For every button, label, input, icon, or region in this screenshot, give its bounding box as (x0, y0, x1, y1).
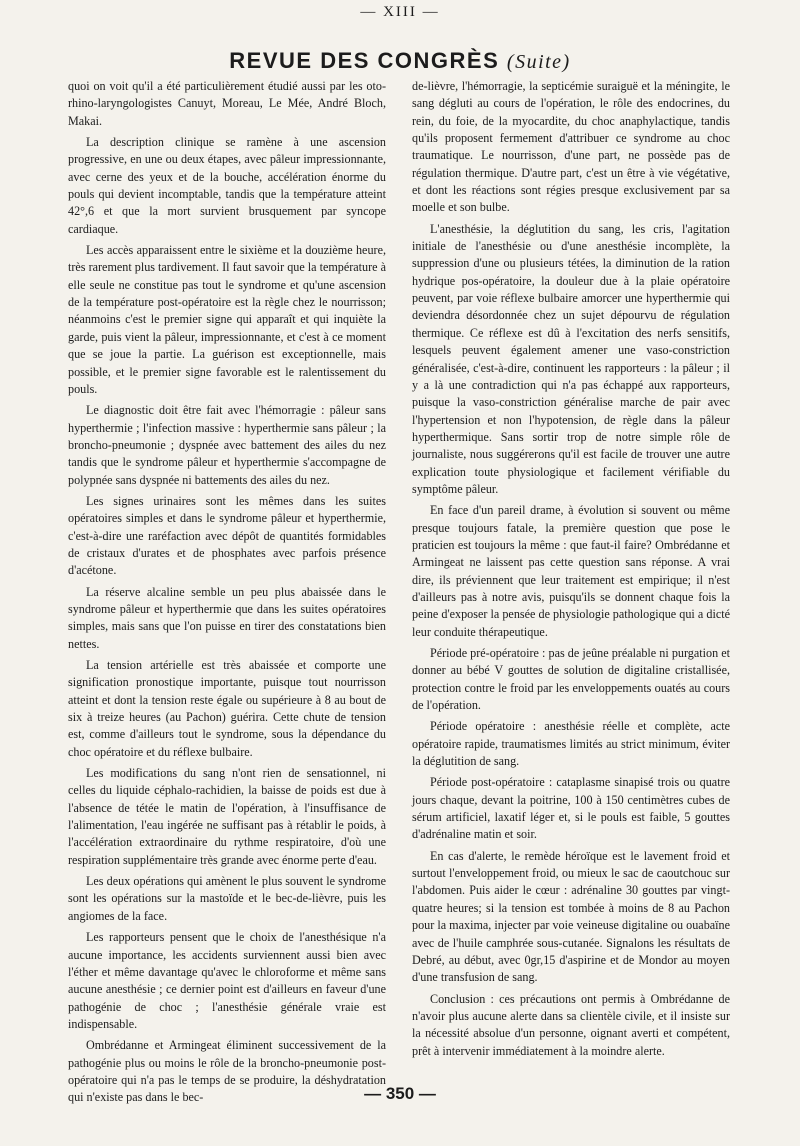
paragraph: La tension artérielle est très abaissée et comporte une signification pronostique importante, puisque tout nourrisson atteint et dont la tension reste égale ou supérieure à 8 au bout de six à treize heures (au Pachon) guérira. Cette chute de tension est, comme d'ailleurs tout le syndrome, sous la dépendance du choc opératoire et du réflexe bulbaire. (68, 658, 386, 759)
paragraph: Ombrédanne et Armingeat éliminent successivement de la pathogénie plus ou moins le rôle de la broncho-pneumonie post-opératoire qui n'a pas le temps de se produire, la déshydratation qui n'existe pas dans le bec- (68, 1038, 386, 1105)
paragraph: Le diagnostic doit être fait avec l'hémorragie : pâleur sans hyperthermie ; l'infection massive : hyperthermie sans pâleur ; la broncho-pneumonie ; dyspnée avec battement des ailes du nez tandis que le syndrome pâleur et hyperthermie s'accompagne de polypnée sans dyspnée ni battements des ailes du nez. (68, 403, 386, 487)
left-column (68, 78, 386, 1107)
paragraph: Conclusion : ces précautions ont permis à Ombrédanne de n'avoir plus aucune alerte dans sa clientèle civile, et il insiste sur la nécessité absolue d'un personne, oignant averti et compétent, prêt à intervenir immédiatement à la moindre alerte. (412, 991, 730, 1058)
paragraph: quoi on voit qu'il a été particulièrement étudié aussi par les oto-rhino-laryngologistes Canuyt, Moreau, Le Mée, André Bloch, Makai. (68, 79, 386, 128)
paragraph: Période post-opératoire : cataplasme sinapisé trois ou quatre jours chaque, devant la poitrine, 100 à 150 centimètres cubes de sérum artificiel, laxatif léger et, si le pouls est faible, 5 gouttes d'adrénaline matin et soir. (412, 775, 730, 842)
title-text: REVUE DES CONGRÈS (229, 48, 500, 73)
title-suite: (Suite) (506, 51, 571, 73)
paragraph: Les rapporteurs pensent que le choix de l'anesthésique n'a aucune importance, les accidents surviennent aussi bien avec l'éther et même davantage qu'avec le chloroforme et même sans aucune anesthésie ; ce dernier point est d'ailleurs en faveur d'une pathogénie de choc ; l'anesthésie générale vraie est indispensable. (68, 930, 386, 1031)
paragraph: de-lièvre, l'hémorragie, la septicémie suraiguë et la méningite, le sang dégluti au cours de l'opération, le rôle des endocrines, du rein, du foie, de la myocardite, du choc anaphylactique, tandis qu'ils proposent fermement d'attribuer ce syndrome au choc traumatique. Le nourrisson, d'une part, ne possède pas de régulation thermique. D'autre part, c'est un être à vie végétative, et dont les réactions sont régies presque exclusivement par sa moelle et son bulbe. (412, 79, 730, 215)
page-title (0, 48, 800, 74)
paragraph: Les accès apparaissent entre le sixième et la douzième heure, très rarement plus tardivement. Il faut savoir que la température à elle seule ne constitue pas tout le syndrome et qu'une ascension de la température post-opératoire est la règle chez le nourrisson; néanmoins c'est le premier signe qui apparaît et qui inquiète la garde, puis vient la pâleur, impressionnante, et c'est à ce moment que se joue la partie. La guérison est exceptionnelle, mais possible, et le premier signe favorable est le ralentissement du pouls. (68, 243, 386, 396)
paragraph: Période pré-opératoire : pas de jeûne préalable ni purgation et donner au bébé V gouttes de solution de digitaline cristallisée, protection contre le froid par les enveloppements ouatés au cours de l'opération. (412, 646, 730, 713)
page-number: — 350 — (364, 1084, 436, 1103)
paragraph: Les deux opérations qui amènent le plus souvent le syndrome sont les opérations sur la mastoïde et le bec-de-lièvre, puis les angiomes de la face. (68, 874, 386, 923)
paragraph: En face d'un pareil drame, à évolution si souvent ou même presque toujours fatale, la première question que pose le praticien est toujours la même : que faut-il faire? Ombrédanne et Armingeat ne laissent pas cette question sans réponse. A vrai dire, ils préviennent que leur traitement est empirique; il n'est d'ailleurs pas à notre avis, puisqu'ils se donnent chaque fois la peine d'exposer la pensée de physiologie pathologique qui a dicté leur conduite thérapeutique. (412, 503, 730, 639)
paragraph: Période opératoire : anesthésie réelle et complète, acte opératoire rapide, traumatismes limités au strict minimum, éviter la déglutition de sang. (412, 719, 730, 769)
paragraph: En cas d'alerte, le remède héroïque est le lavement froid et surtout l'enveloppement froid, ou mieux le sac de caoutchouc sur l'abdomen. Puis aider le cœur : adrénaline 30 gouttes par vingt-quatre heures; si la tension est tombée à moins de 8 au Pachon pour la maxima, injecter par voie veineuse digitaline ou ouabaïne avec de l'huile camphrée sous-cutanée. Signalons les résultats de Debré, au début, avec 0gr,15 d'aspirine et de Mondor au moyen d'une transfusion de sang. (412, 848, 730, 985)
paragraph: La description clinique se ramène à une ascension progressive, en une ou deux étapes, avec pâleur impressionnante, avec cerne des yeux et de la bouche, accélération énorme du pouls qui devient incomptable, tandis que la température atteint 42°,6 et que la mort survient brusquement par syncope cardiaque. (68, 135, 386, 236)
roman-page-number: — XIII — (360, 4, 440, 20)
right-column (412, 78, 730, 1060)
paragraph: Les modifications du sang n'ont rien de sensationnel, ni celles du liquide céphalo-rachidien, la baisse de poids est due à l'absence de tétée le matin de l'opération, à l'insuffisance de l'alimentation, l'eau ingérée ne suffisant pas à rétablir le poids, à l'accélération extraordinaire du rythme respiratoire, d'où une respiration supplémentaire très grande avec énorme perte d'eau. (68, 766, 386, 867)
paragraph: Les signes urinaires sont les mêmes dans les suites opératoires simples et dans le syndrome pâleur et hyperthermie, c'est-à-dire une raréfaction avec dépôt de quantités formidables de cristaux d'urates et de phosphates avec parfois présence d'acétone. (68, 493, 386, 578)
paragraph: L'anesthésie, la déglutition du sang, les cris, l'agitation initiale de l'anesthésie ou d'une anesthésie incomplète, la suppression d'une ou plusieurs tétées, la diminution de la ration hydrique pos-opératoire, la douleur due à la plaie opératoire peuvent, par voie réflexe bulbaire amorcer une hyperthermie qui deviendra désordonnée chez un sujet dépourvu de régulation thermique. Ce réflexe est dû à l'excitation des nerfs sensitifs, lesquels peuvent également amener une vaso-constriction généralisée, c'est-à-dire, continuent les rapporteurs : la pâleur ; il y a là une contradiction qui n'a pas échappé aux rapporteurs, puisque la vaso-constriction généralise marche de pair avec l'hypertension et non l'hypotension, de règle dans la pâleur hyperthermique. Sans sortir trop de notre simple rôle de journaliste, nous suggérerons qu'il est facile de trouver une autre explication toute physiologique et facilement vérifiable du symptôme pâleur. (412, 221, 730, 496)
paragraph: La réserve alcaline semble un peu plus abaissée dans le syndrome pâleur et hyperthermie que dans les suites opératoires simples, mais sans que l'on puisse en tirer des constatations bien nettes. (68, 584, 386, 651)
